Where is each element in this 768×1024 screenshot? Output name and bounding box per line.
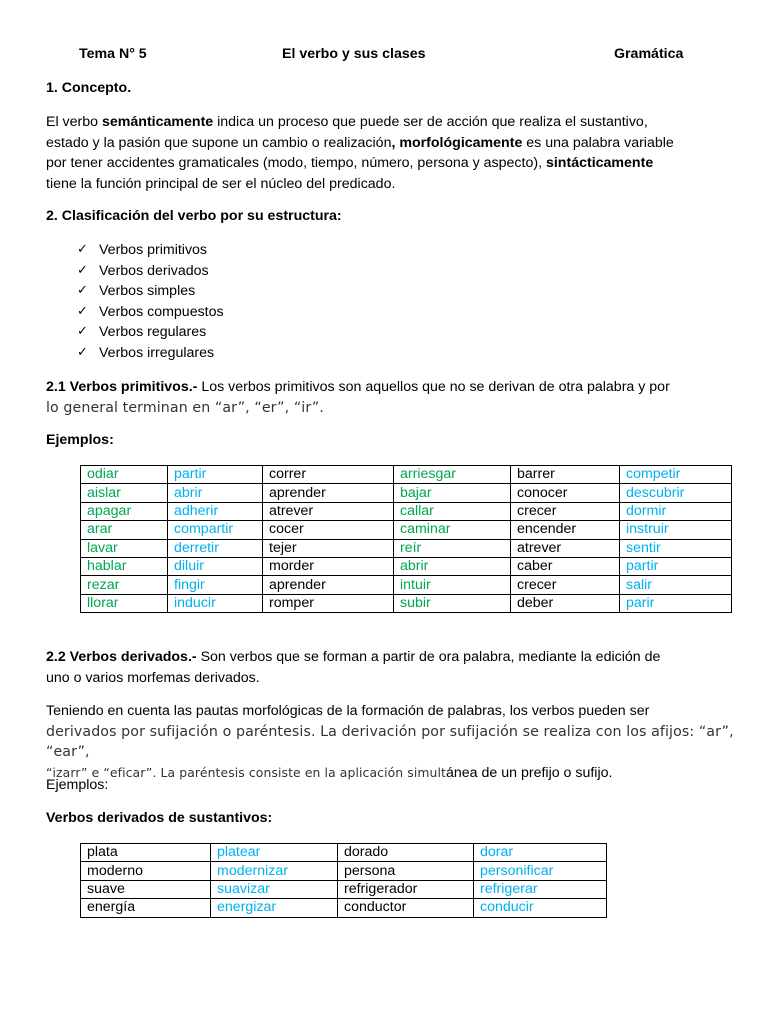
table-cell: morder bbox=[263, 557, 394, 575]
header-subject: Gramática bbox=[614, 46, 684, 62]
table-cell: refrigerar bbox=[474, 880, 607, 898]
table-cell: atrever bbox=[511, 539, 620, 557]
table-cell: hablar bbox=[81, 557, 168, 575]
table-cell: conductor bbox=[338, 899, 474, 917]
header-topic: Tema N° 5 bbox=[79, 46, 147, 62]
concept-line-1: El verbo semánticamente indica un proceso que puede ser de acción que realiza el sustantivo, bbox=[46, 114, 648, 130]
table-cell: callar bbox=[394, 502, 511, 520]
examples-label-derived: Ejemplos: bbox=[46, 777, 109, 793]
table-cell: crecer bbox=[511, 576, 620, 594]
derivation-paragraph: Teniendo en cuenta las pautas morfológicas de la formación de palabras, los verbos pueden ser derivados por sufijación o paréntesis. La derivación por sufijación se realiza con los afijos: “ar”, “ear”, “izarr” e “eficar”. La paréntesis consiste en la aplicación simultánea de un prefijo o sufijo. bbox=[46, 703, 734, 781]
table-cell: compartir bbox=[168, 521, 263, 539]
table-cell: tejer bbox=[263, 539, 394, 557]
table-cell: platear bbox=[211, 844, 338, 862]
checklist-item: ✓ Verbos simples bbox=[77, 281, 224, 302]
table-cell: inducir bbox=[168, 594, 263, 612]
table-cell: refrigerador bbox=[338, 880, 474, 898]
table-cell: odiar bbox=[81, 466, 168, 484]
table-row bbox=[81, 576, 732, 594]
table-cell: arriesgar bbox=[394, 466, 511, 484]
table-cell: correr bbox=[263, 466, 394, 484]
table-cell: romper bbox=[263, 594, 394, 612]
table-cell: abrir bbox=[394, 557, 511, 575]
table-cell: fingir bbox=[168, 576, 263, 594]
table-cell: abrir bbox=[168, 484, 263, 502]
table-row bbox=[81, 484, 732, 502]
table-cell: descubrir bbox=[620, 484, 732, 502]
table-cell: llorar bbox=[81, 594, 168, 612]
table-cell: bajar bbox=[394, 484, 511, 502]
checkmark-icon: ✓ bbox=[77, 283, 88, 298]
page-header bbox=[0, 46, 768, 66]
checkmark-icon: ✓ bbox=[77, 262, 88, 278]
table-row bbox=[81, 899, 607, 917]
table-row bbox=[81, 880, 607, 898]
checklist-item: ✓ Verbos regulares bbox=[77, 322, 224, 343]
checkmark-icon: ✓ bbox=[77, 242, 88, 257]
table-cell: aprender bbox=[263, 576, 394, 594]
table-cell: reír bbox=[394, 539, 511, 557]
section-2-2-paragraph: 2.2 Verbos derivados.- Son verbos que se forman a partir de ora palabra, mediante la edición de uno o varios morfemas derivados. bbox=[46, 649, 661, 686]
table-cell: suave bbox=[81, 880, 211, 898]
checklist-item: ✓ Verbos irregulares bbox=[77, 343, 224, 364]
section-1-paragraph bbox=[46, 112, 736, 194]
checklist-item: ✓ Verbos primitivos bbox=[77, 240, 224, 261]
section-2-1-paragraph: 2.1 Verbos primitivos.- Los verbos primitivos son aquellos que no se derivan de otra palabra y por lo general terminan en “ar”, “er”, “ir”. bbox=[46, 379, 670, 416]
structure-checklist bbox=[77, 240, 224, 363]
table-cell: partir bbox=[620, 557, 732, 575]
table-cell: dormir bbox=[620, 502, 732, 520]
table-cell: aprender bbox=[263, 484, 394, 502]
concept-line-2: estado y la pasión que supone un cambio o realización, morfológicamente es una palabra variable bbox=[46, 134, 674, 151]
table-cell: sentir bbox=[620, 539, 732, 557]
table-cell: conocer bbox=[511, 484, 620, 502]
table-cell: intuir bbox=[394, 576, 511, 594]
table-cell: modernizar bbox=[211, 862, 338, 880]
concept-line-4: tiene la función principal de ser el núcleo del predicado. bbox=[46, 175, 396, 192]
table-cell: arar bbox=[81, 521, 168, 539]
table-cell: encender bbox=[511, 521, 620, 539]
table-cell: subir bbox=[394, 594, 511, 612]
section-2-2-title: 2.2 Verbos derivados.- bbox=[46, 649, 197, 665]
checklist-item: ✓ Verbos derivados bbox=[77, 261, 224, 282]
table-cell: deber bbox=[511, 594, 620, 612]
table-cell: competir bbox=[620, 466, 732, 484]
table-cell: atrever bbox=[263, 502, 394, 520]
table-row bbox=[81, 539, 732, 557]
checkmark-icon: ✓ bbox=[77, 303, 88, 319]
table-cell: moderno bbox=[81, 862, 211, 880]
derived-nouns-subtitle: Verbos derivados de sustantivos: bbox=[46, 810, 273, 826]
table-cell: conducir bbox=[474, 899, 607, 917]
table-row bbox=[81, 502, 732, 520]
table-cell: persona bbox=[338, 862, 474, 880]
table-cell: rezar bbox=[81, 576, 168, 594]
table-cell: crecer bbox=[511, 502, 620, 520]
checkmark-icon: ✓ bbox=[77, 324, 88, 339]
section-2-1-title: 2.1 Verbos primitivos.- bbox=[46, 379, 198, 395]
table-row bbox=[81, 594, 732, 612]
examples-label-primitive: Ejemplos: bbox=[46, 432, 114, 448]
table-cell: caber bbox=[511, 557, 620, 575]
table-cell: lavar bbox=[81, 539, 168, 557]
primitive-verbs-table bbox=[80, 465, 732, 613]
table-row bbox=[81, 557, 732, 575]
table-cell: diluir bbox=[168, 557, 263, 575]
table-cell: derretir bbox=[168, 539, 263, 557]
table-cell: partir bbox=[168, 466, 263, 484]
table-cell: parir bbox=[620, 594, 732, 612]
table-cell: personificar bbox=[474, 862, 607, 880]
header-title: El verbo y sus clases bbox=[282, 46, 426, 62]
table-row bbox=[81, 862, 607, 880]
table-row bbox=[81, 521, 732, 539]
table-cell: suavizar bbox=[211, 880, 338, 898]
table-cell: caminar bbox=[394, 521, 511, 539]
table-cell: dorar bbox=[474, 844, 607, 862]
table-row bbox=[81, 466, 732, 484]
table-cell: cocer bbox=[263, 521, 394, 539]
section-1-title: 1. Concepto. bbox=[46, 80, 132, 96]
table-cell: apagar bbox=[81, 502, 168, 520]
checkmark-icon: ✓ bbox=[77, 344, 88, 360]
table-cell: adherir bbox=[168, 502, 263, 520]
table-cell: barrer bbox=[511, 466, 620, 484]
table-row bbox=[81, 844, 607, 862]
table-cell: plata bbox=[81, 844, 211, 862]
table-cell: instruir bbox=[620, 521, 732, 539]
table-cell: energizar bbox=[211, 899, 338, 917]
section-2-title: 2. Clasificación del verbo por su estructura: bbox=[46, 208, 342, 224]
concept-line-3: por tener accidentes gramaticales (modo, tiempo, número, persona y aspecto), sintácticamente bbox=[46, 155, 654, 172]
checklist-item: ✓ Verbos compuestos bbox=[77, 302, 224, 323]
table-cell: energía bbox=[81, 899, 211, 917]
table-cell: salir bbox=[620, 576, 732, 594]
table-cell: dorado bbox=[338, 844, 474, 862]
table-cell: aislar bbox=[81, 484, 168, 502]
derived-verbs-table bbox=[80, 843, 607, 918]
